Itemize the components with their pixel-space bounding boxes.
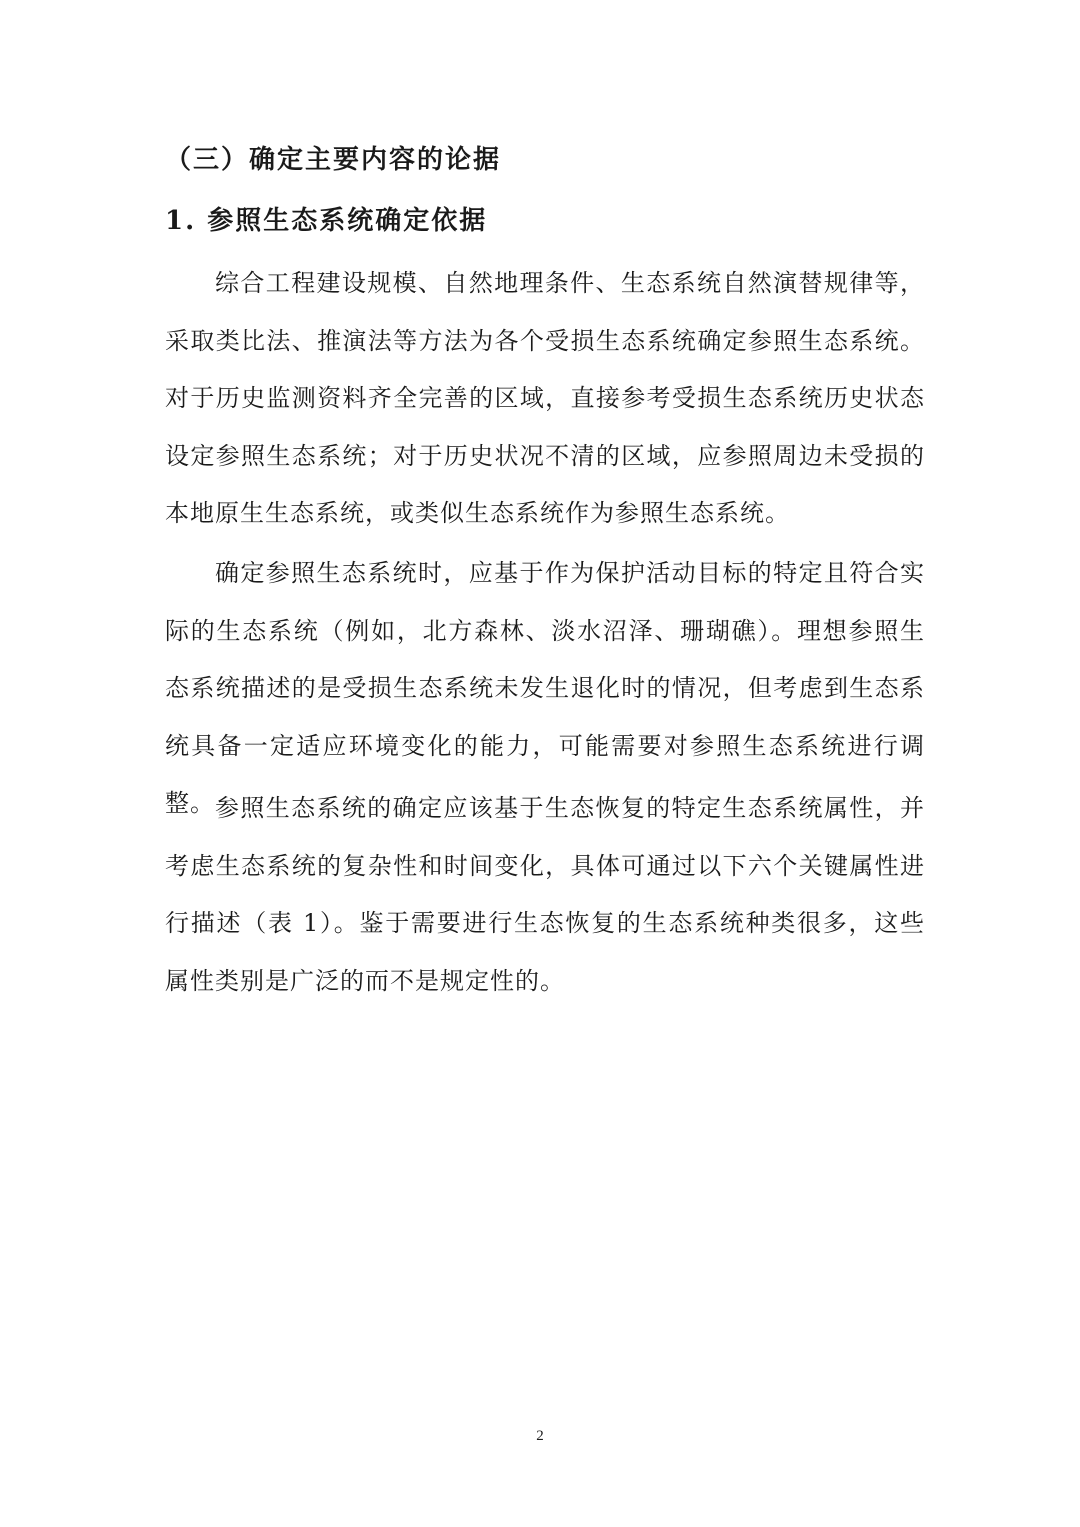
paragraph: 确定参照生态系统时，应基于作为保护活动目标的特定且符合实际的生态系统（例如，北方森林、淡水沼泽、珊瑚礁）。理想参照生态系统描述的是受损生态系统未发生退化时的情况，但考虑到生态系统具备一定适应环境变化的能力，可能需要对参照生态系统进行调整。: [165, 559, 925, 817]
body-text-block-1: [165, 255, 925, 543]
paragraph: 综合工程建设规模、自然地理条件、生态系统自然演替规律等，采取类比法、推演法等方法为各个受损生态系统确定参照生态系统。对于历史监测资料齐全完善的区域，直接参考受损生态系统历史状态设定参照生态系统；对于历史状况不清的区域，应参照周边未受损的本地原生生态系统，或类似生态系统作为参照生态系统。: [165, 269, 925, 527]
paragraph: 参照生态系统的确定应该基于生态恢复的特定生态系统属性，并考虑生态系统的复杂性和时间变化，具体可通过以下六个关键属性进行描述（表 1）。鉴于需要进行生态恢复的生态系统种类很多，这些属性类别是广泛的而不是规定性的。: [165, 794, 925, 995]
section-heading: （三）确定主要内容的论据: [165, 145, 502, 175]
body-text-block-3: [165, 780, 925, 1010]
page-number: 2: [536, 1428, 544, 1444]
sub-heading: 1. 参照生态系统确定依据: [165, 206, 488, 236]
